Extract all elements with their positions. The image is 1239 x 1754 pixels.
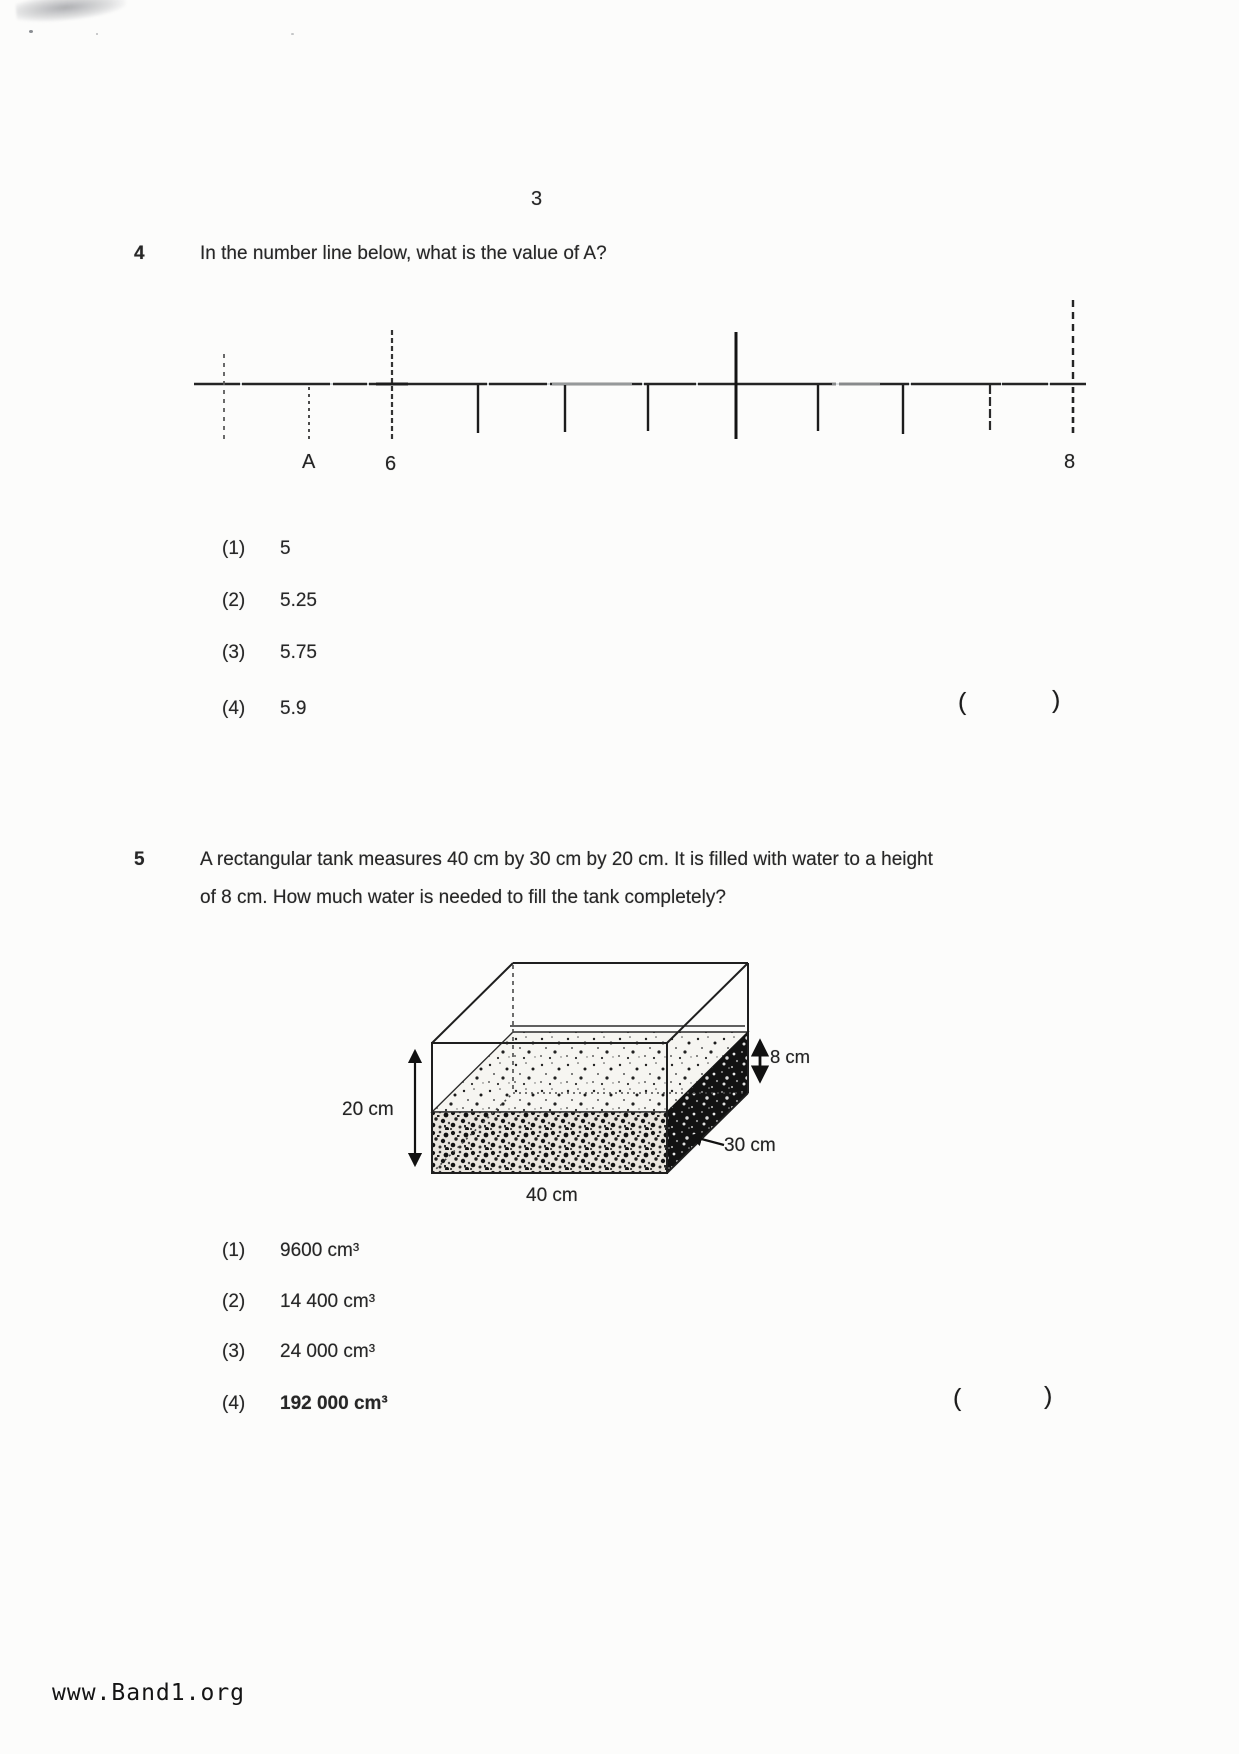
tank-width-label: 40 cm bbox=[526, 1185, 578, 1206]
option-label: (3) bbox=[222, 1341, 246, 1362]
option-label: (4) bbox=[222, 1393, 246, 1414]
number-line-label-A: A bbox=[302, 451, 316, 473]
number-line-label-8: 8 bbox=[1064, 451, 1076, 473]
option-value: 24 000 cm³ bbox=[280, 1341, 376, 1362]
option-value: 14 400 cm³ bbox=[280, 1291, 376, 1312]
page-number: 3 bbox=[531, 188, 543, 210]
tank-figure bbox=[330, 930, 830, 1230]
number-line-figure bbox=[180, 292, 1100, 482]
tank-top-left-edge bbox=[432, 963, 513, 1043]
footer-url: www.Band1.org bbox=[52, 1680, 246, 1706]
question-4-text: In the number line below, what is the value of A? bbox=[200, 243, 607, 264]
q4-answer-bracket-open: ( bbox=[958, 688, 967, 716]
scan-smudge bbox=[15, 0, 127, 25]
question-5-number: 5 bbox=[134, 849, 145, 870]
water-height-label: 8 cm bbox=[770, 1046, 811, 1067]
option-value: 192 000 cm³ bbox=[280, 1393, 388, 1414]
question-4-number: 4 bbox=[134, 243, 145, 264]
option-value: 9600 cm³ bbox=[280, 1240, 360, 1261]
scan-speck bbox=[29, 30, 33, 33]
option-label: (1) bbox=[222, 538, 246, 559]
option-value: 5 bbox=[280, 538, 291, 559]
number-line-label-6: 6 bbox=[385, 453, 397, 475]
tick-marks bbox=[224, 300, 1073, 444]
scan-speck bbox=[96, 33, 98, 35]
q5-answer-bracket-open: ( bbox=[953, 1384, 962, 1412]
tank-depth-label: 30 cm bbox=[724, 1135, 776, 1156]
tank-water bbox=[432, 1026, 748, 1173]
question-5-text-line1: A rectangular tank measures 40 cm by 30 cm by 20 cm. It is filled with water to a height bbox=[200, 849, 933, 870]
scan-speck bbox=[291, 33, 294, 35]
option-label: (4) bbox=[222, 698, 246, 719]
option-value: 5.75 bbox=[280, 642, 317, 663]
water-front-face bbox=[432, 1112, 667, 1173]
option-label: (1) bbox=[222, 1240, 246, 1261]
tank-height-label: 20 cm bbox=[342, 1099, 394, 1120]
q4-answer-bracket-close: ) bbox=[1052, 686, 1061, 714]
option-value: 5.9 bbox=[280, 698, 307, 719]
option-value: 5.25 bbox=[280, 590, 317, 611]
option-label: (3) bbox=[222, 642, 246, 663]
q5-answer-bracket-close: ) bbox=[1044, 1382, 1053, 1410]
option-label: (2) bbox=[222, 590, 246, 611]
tank-top-right-edge bbox=[667, 963, 748, 1043]
question-5-text-line2: of 8 cm. How much water is needed to fill the tank completely? bbox=[200, 887, 726, 908]
option-label: (2) bbox=[222, 1291, 246, 1312]
